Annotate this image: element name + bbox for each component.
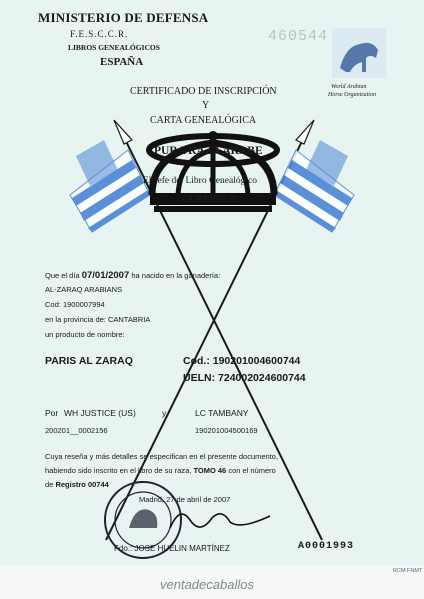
ganaderia-name: AL-ZARAQ ARABIANS <box>45 285 123 294</box>
de-word: de <box>45 480 54 489</box>
registro-line <box>45 480 109 489</box>
dam-name: LC TAMBANY <box>195 408 249 418</box>
que-el-dia: Que el día <box>45 271 80 280</box>
certifica-line: CERTIFICA: <box>182 194 240 205</box>
resena-line-2 <box>45 466 276 475</box>
waho-logo <box>332 28 386 78</box>
horse-name: PARIS AL ZARAQ <box>45 355 133 367</box>
books-label: LIBROS GENEALÓGICOS <box>68 43 160 52</box>
horse-cod-label: Cod.: <box>183 355 210 367</box>
lance-right-tip <box>296 120 314 144</box>
department-code: F.E.S.C.C.R. <box>70 29 129 39</box>
serial-number: 460544 <box>268 28 329 45</box>
waho-text-1: World Arabian <box>331 84 367 90</box>
waho-text-2: Horse Organization <box>328 92 376 98</box>
place-date: Madrid, 27 de abril de 2007 <box>139 495 231 504</box>
jefe-line: El Jefe del Libro Genealógico <box>143 176 257 186</box>
watermark: ventadecaballos <box>160 577 254 592</box>
horse-cod-value: 190201004600744 <box>212 355 301 367</box>
ueln-value: 724002024600744 <box>218 372 306 384</box>
registro-value: Registro 00744 <box>55 480 109 489</box>
cert-title-1: CERTIFICADO DE INSCRIPCIÓN <box>130 86 277 97</box>
sire-code: 200201__0002156 <box>45 426 108 435</box>
signature-mark <box>170 514 270 528</box>
resena-text-3: con el número <box>228 466 276 475</box>
cert-title-3: CARTA GENEALÓGICA <box>150 115 257 126</box>
provincia-line <box>45 315 150 324</box>
lance-left-tip <box>114 120 132 144</box>
dam-code: 190201004500169 <box>195 426 258 435</box>
cod-label: Cod: <box>45 300 61 309</box>
por-word: Por <box>45 408 59 418</box>
tomo-value: TOMO 46 <box>193 466 227 475</box>
provincia-label: en la provincia de: <box>45 315 106 324</box>
provincia-value: CANTABRIA <box>107 315 151 324</box>
producto-line: un producto de nombre: <box>45 330 125 339</box>
ueln-label: UELN: <box>183 372 216 384</box>
cod-line <box>45 300 105 309</box>
birth-line <box>45 270 220 281</box>
country-label: ESPAÑA <box>100 56 144 68</box>
flag-right <box>274 140 354 232</box>
sire-name: WH JUSTICE (US) <box>64 408 136 418</box>
cert-title-2: Y <box>202 100 210 111</box>
cod-value: 1900007994 <box>62 300 105 309</box>
nacido-text: ha nacido en la ganadería: <box>131 271 221 280</box>
birth-date: 07/01/2007 <box>81 270 130 281</box>
signatory: Fdo.: JOSE HUELIN MARTÍNEZ <box>114 544 230 553</box>
resena-text-2: habiendo sido inscrito en el libro de su raza, <box>45 466 192 475</box>
ueln-line <box>183 372 306 384</box>
ministry-heading: MINISTERIO DE DEFENSA <box>38 10 209 25</box>
rcm-mark: RCM FNMT <box>393 568 423 574</box>
y-word: y <box>162 408 167 418</box>
flag-left <box>70 140 150 232</box>
resena-line-1: Cuya reseña y más detalles se especifican en el presente documento, <box>45 452 279 461</box>
breed-title: PURA RAZA ARABE <box>154 145 263 157</box>
document-number: A0001993 <box>298 541 355 552</box>
horse-cod-line <box>183 355 300 367</box>
